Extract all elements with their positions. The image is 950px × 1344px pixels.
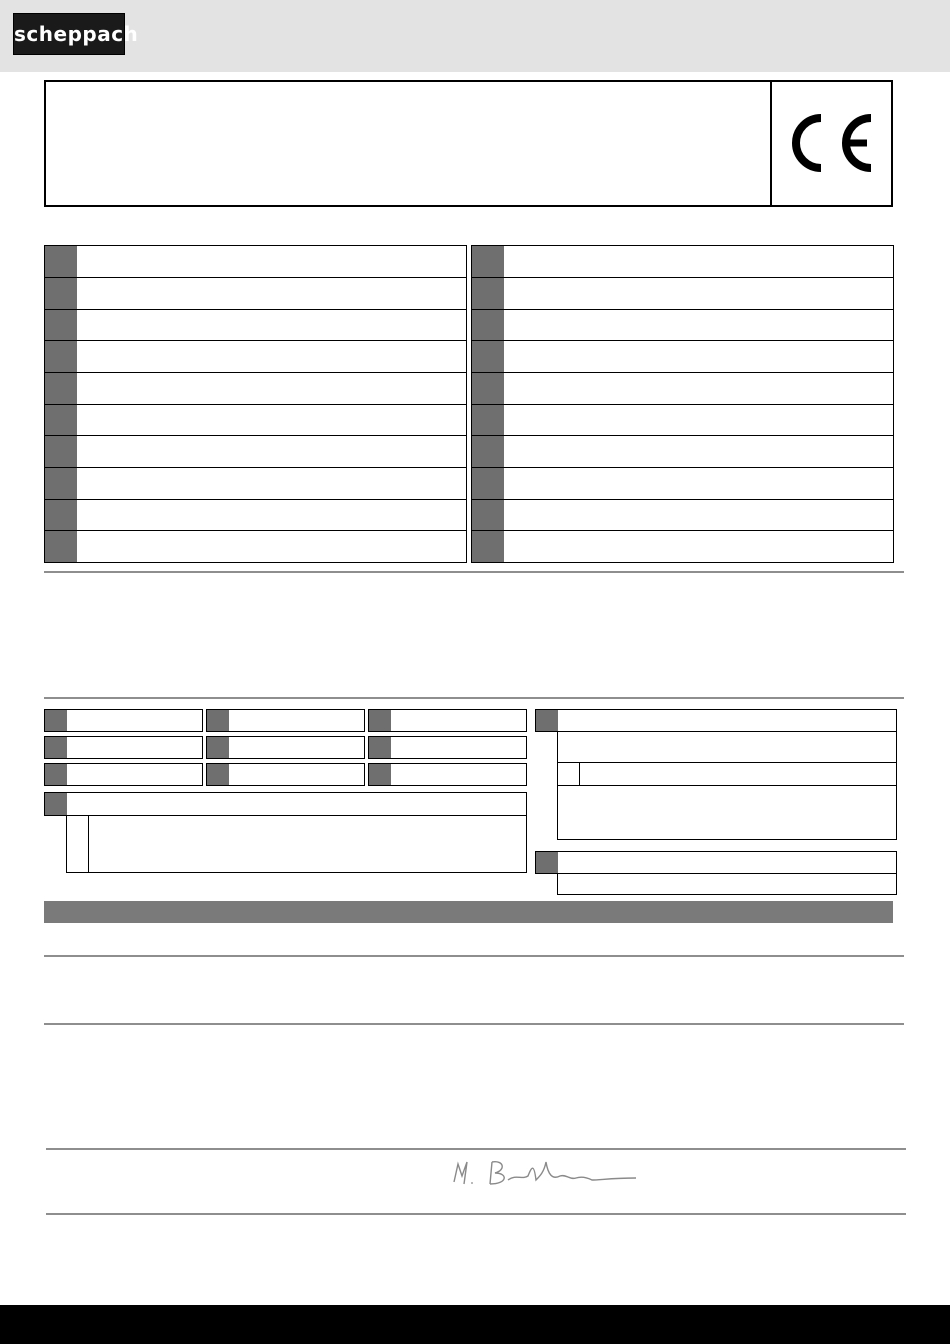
language-row [44,372,467,405]
directive-marker [45,737,67,758]
directive-marker [369,764,391,785]
language-code-cell [472,500,504,531]
declaration-header-box [44,80,893,207]
language-row [44,277,467,310]
directive-box [368,763,527,786]
directive-marker [45,793,67,815]
directive-marker [369,710,391,731]
directive-detail-box [557,785,897,840]
language-row [44,404,467,437]
language-row [44,245,467,278]
language-code-cell [472,373,504,404]
language-row [44,309,467,342]
language-row [471,467,894,500]
directive-marker [45,764,67,785]
language-row [44,499,467,532]
directive-box [206,709,365,732]
language-row [471,245,894,278]
language-row [471,340,894,373]
footer-bar [0,1305,950,1344]
grey-band [44,901,893,923]
language-row [44,530,467,563]
language-row [44,435,467,468]
directive-marker [207,737,229,758]
language-code-cell [45,500,77,531]
section-divider [44,697,904,699]
language-code-cell [45,531,77,562]
directive-box [206,763,365,786]
section-divider [44,1023,904,1025]
directive-box [368,736,527,759]
directive-box [44,736,203,759]
language-code-cell [472,246,504,277]
language-row [471,404,894,437]
scheppach-logo: scheppach [13,13,125,55]
ce-mark-icon [787,112,877,174]
section-divider [44,955,904,957]
ce-divider [770,82,772,205]
language-code-cell [45,373,77,404]
directive-box [368,709,527,732]
language-row [471,309,894,342]
language-code-cell [472,341,504,372]
directive-box [44,763,203,786]
language-code-cell [45,278,77,309]
section-divider [46,1213,906,1215]
language-code-cell [472,468,504,499]
language-code-cell [45,341,77,372]
language-code-cell [45,468,77,499]
directive-detail-box [557,873,897,895]
language-row [471,435,894,468]
directive-box [535,709,897,732]
directive-marker [45,710,67,731]
directive-marker [207,710,229,731]
language-code-cell [45,246,77,277]
detail-divider [88,815,89,873]
top-bar [0,0,950,72]
language-code-cell [472,531,504,562]
directive-marker [536,710,558,731]
language-row [471,530,894,563]
directive-detail-box [66,815,527,873]
language-row [471,499,894,532]
language-code-cell [45,310,77,341]
directive-marker [369,737,391,758]
language-row [471,372,894,405]
language-code-cell [472,436,504,467]
language-row [471,277,894,310]
language-row [44,467,467,500]
directive-wide-box [44,792,527,816]
language-code-cell [472,310,504,341]
directive-box [535,851,897,874]
directive-box [206,736,365,759]
directive-box [44,709,203,732]
language-code-cell [472,405,504,436]
section-divider [44,571,904,573]
directive-marker [536,852,558,873]
language-row [44,340,467,373]
directive-detail-box [557,762,897,786]
language-code-cell [45,405,77,436]
signature-image [440,1150,650,1196]
language-code-cell [45,436,77,467]
directive-marker [207,764,229,785]
directive-detail-box [557,731,897,763]
language-code-cell [472,278,504,309]
